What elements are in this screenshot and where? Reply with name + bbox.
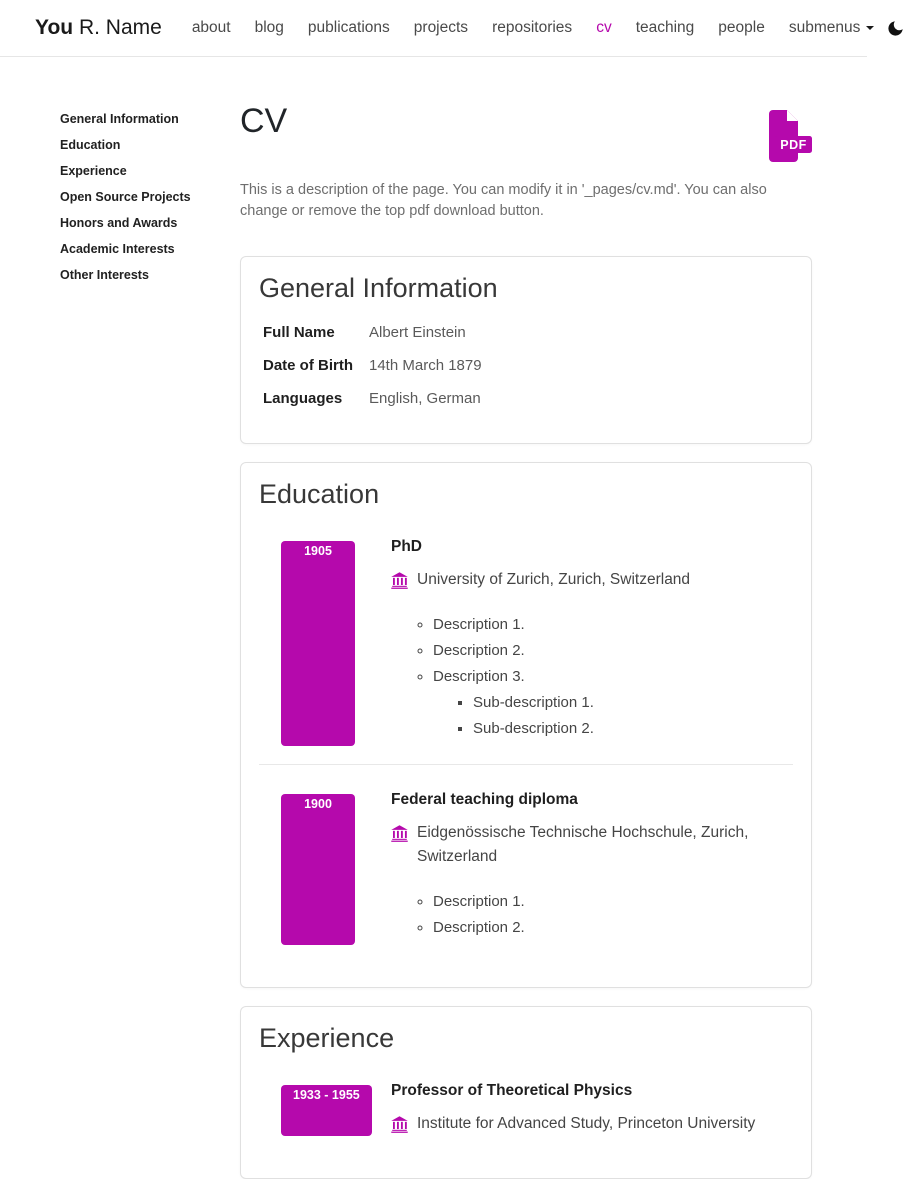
section-title: Experience — [259, 1023, 395, 1053]
entry-institution — [391, 1112, 793, 1136]
info-label: Languages — [263, 390, 343, 407]
nav-item-repositories[interactable]: repositories — [492, 19, 573, 36]
info-value: Albert Einstein — [369, 324, 466, 341]
sidebar-item-academic-interests[interactable]: Academic Interests — [60, 242, 175, 256]
entry-bullet-list — [391, 616, 793, 737]
table-row — [259, 316, 793, 349]
university-icon — [391, 1116, 408, 1133]
site-brand[interactable] — [35, 16, 162, 40]
entry-divider — [259, 764, 793, 765]
entry-title: Professor of Theoretical Physics — [391, 1082, 633, 1099]
sidebar-item-other-interests[interactable]: Other Interests — [60, 268, 149, 282]
info-label: Full Name — [263, 324, 335, 341]
year-badge: 1933 - 1955 — [281, 1085, 372, 1136]
bullet-item: ◦ Description 2. — [433, 642, 793, 659]
sub-bullet-item: ▪ Sub-description 1. — [473, 694, 793, 711]
entry-body — [391, 791, 793, 945]
nav-item-projects[interactable]: projects — [413, 19, 469, 36]
year-badge: 1905 — [281, 541, 355, 746]
file-pdf-icon — [766, 109, 812, 163]
institution-name: Eidgenössische Technische Hochschule, Zurich, Switzerland — [417, 824, 749, 865]
moon-icon — [886, 19, 905, 38]
bullet-item: ◦ Description 1. — [433, 893, 793, 910]
info-label: Date of Birth — [263, 357, 353, 374]
dark-mode-toggle[interactable] — [886, 19, 905, 38]
entry-bullet-list — [391, 893, 793, 936]
page-wrap — [0, 57, 867, 1179]
chevron-down-icon — [866, 26, 874, 30]
institution-name: University of Zurich, Zurich, Switzerland — [417, 571, 691, 588]
brand-first-name: You — [35, 16, 74, 39]
sidebar-item-experience[interactable]: Experience — [60, 164, 127, 178]
sections — [240, 256, 812, 1179]
sidebar-item-open-source-projects[interactable]: Open Source Projects — [60, 190, 191, 204]
section-card-general-information — [240, 256, 812, 444]
table-of-contents — [60, 106, 191, 288]
table-row — [259, 349, 793, 382]
year-badge: 1900 — [281, 794, 355, 945]
page-title: CV — [240, 102, 288, 140]
entry-institution — [391, 568, 793, 592]
info-value: 14th March 1879 — [369, 357, 482, 374]
section-card-education — [240, 462, 812, 988]
entry-body — [391, 1082, 793, 1136]
section-title: Education — [259, 479, 380, 509]
info-table — [259, 316, 793, 415]
nav-item-blog[interactable]: blog — [254, 19, 284, 36]
sidebar-item-honors-and-awards[interactable]: Honors and Awards — [60, 216, 178, 230]
entry-title: Federal teaching diploma — [391, 791, 578, 808]
nav-item-cv[interactable]: cv — [596, 19, 612, 36]
entry-title: PhD — [391, 538, 422, 555]
entry-institution — [391, 821, 793, 869]
table-row — [259, 382, 793, 415]
nav-item-submenus[interactable]: submenus — [781, 19, 883, 37]
navbar — [0, 0, 867, 57]
entry-sub-bullet-list — [433, 694, 793, 737]
pdf-icon-label: PDF — [780, 138, 807, 152]
main-content — [240, 57, 812, 1179]
nav-item-teaching[interactable]: teaching — [635, 19, 695, 36]
timeline-entry — [259, 516, 793, 760]
nav-item-about[interactable]: about — [191, 19, 231, 36]
bullet-item: ◦ Description 3. ▪ Sub-description 1. ▪ Sub-description 2. — [433, 668, 793, 737]
pdf-download-button[interactable] — [766, 109, 812, 168]
nav-item-publications[interactable]: publications — [307, 19, 390, 36]
bullet-item: ◦ Description 2. — [433, 919, 793, 936]
sidebar-item-education[interactable]: Education — [60, 138, 121, 152]
university-icon — [391, 825, 408, 842]
navbar-items — [180, 19, 887, 37]
info-value: English, German — [369, 390, 481, 407]
bullet-item: ◦ Description 1. — [433, 616, 793, 633]
sidebar-item-general-information[interactable]: General Information — [60, 112, 179, 126]
page-header — [240, 103, 812, 168]
section-title: General Information — [259, 273, 498, 303]
timeline-entry — [259, 769, 793, 959]
university-icon — [391, 572, 408, 589]
timeline-entry — [259, 1060, 793, 1150]
entry-body — [391, 538, 793, 746]
sub-bullet-item: ▪ Sub-description 2. — [473, 720, 793, 737]
section-card-experience — [240, 1006, 812, 1179]
page-description: This is a description of the page. You can modify it in '_pages/cv.md'. You can also change or remove the top pdf download button. — [240, 182, 767, 219]
nav-item-people[interactable]: people — [718, 19, 765, 36]
institution-name: Institute for Advanced Study, Princeton University — [417, 1115, 756, 1132]
brand-last-name: R. Name — [78, 16, 162, 39]
